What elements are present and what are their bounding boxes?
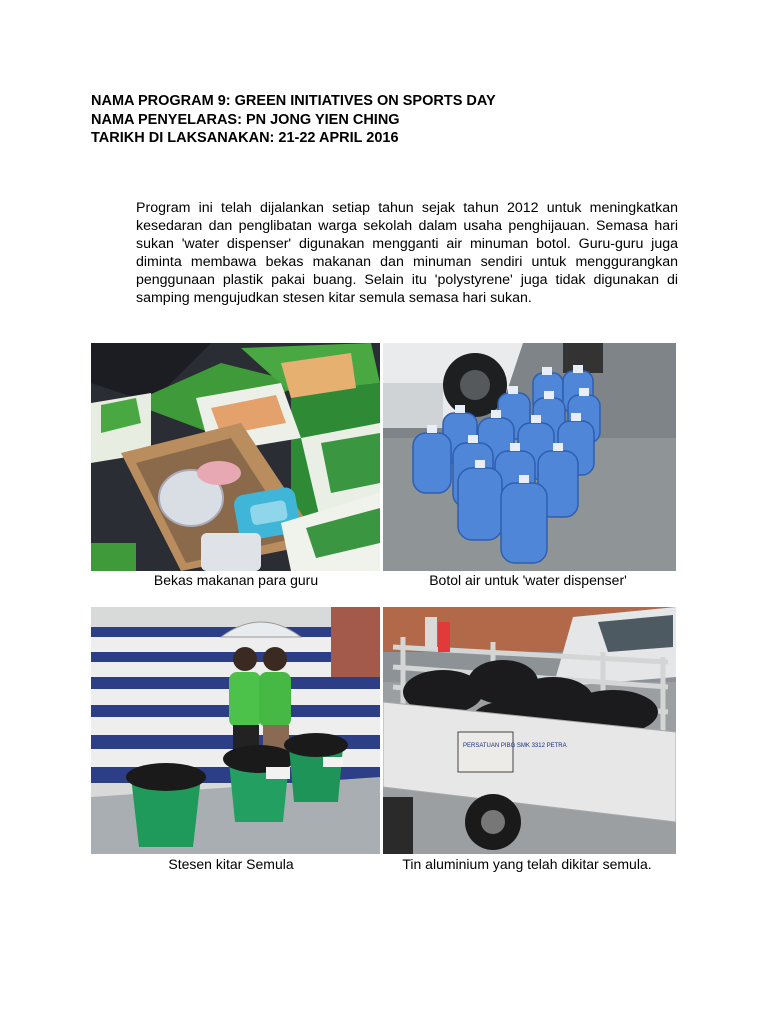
photo-caption-recycled-cans: Tin aluminium yang telah dikitar semula. [402,856,652,872]
water-bottles-photo [383,343,676,571]
photo-caption-water-bottles: Botol air untuk 'water dispenser' [429,572,627,588]
coordinator-line: NAMA PENYELARAS: PN JONG YIEN CHING [91,111,400,128]
photo-caption-food-containers: Bekas makanan para guru [153,572,319,588]
document-header [91,92,496,148]
recycled-cans-truck-photo [383,607,676,854]
date-line: TARIKH DI LAKSANAKAN: 21-22 APRIL 2016 [91,130,399,146]
description-paragraph: Program ini telah dijalankan setiap tahun sejak tahun 2012 untuk meningkatkan kesedaran dan penglibatan warga sekolah dalam usaha penghijauan. Semasa hari sukan 'water dispenser' digunakan mengganti air minuman botol. Guru-guru juga diminta membawa bekas makanan dan minuman sendiri untuk menggurangkan penggunaan plastik pakai buang. Selain itu 'polystyrene' juga tidak digunakan di samping mengujudkan stesen kitar semula semasa hari sukan. [136,200,678,306]
photo-caption-recycling-station: Stesen kitar Semula [168,856,294,872]
truck-door-text: PERSATUAN PIBG SMK 3312 PETRA [463,743,567,749]
food-containers-photo [91,343,380,571]
program-title: NAMA PROGRAM 9: GREEN INITIATIVES ON SPORTS DAY [91,93,496,109]
recycling-station-photo [91,607,380,854]
